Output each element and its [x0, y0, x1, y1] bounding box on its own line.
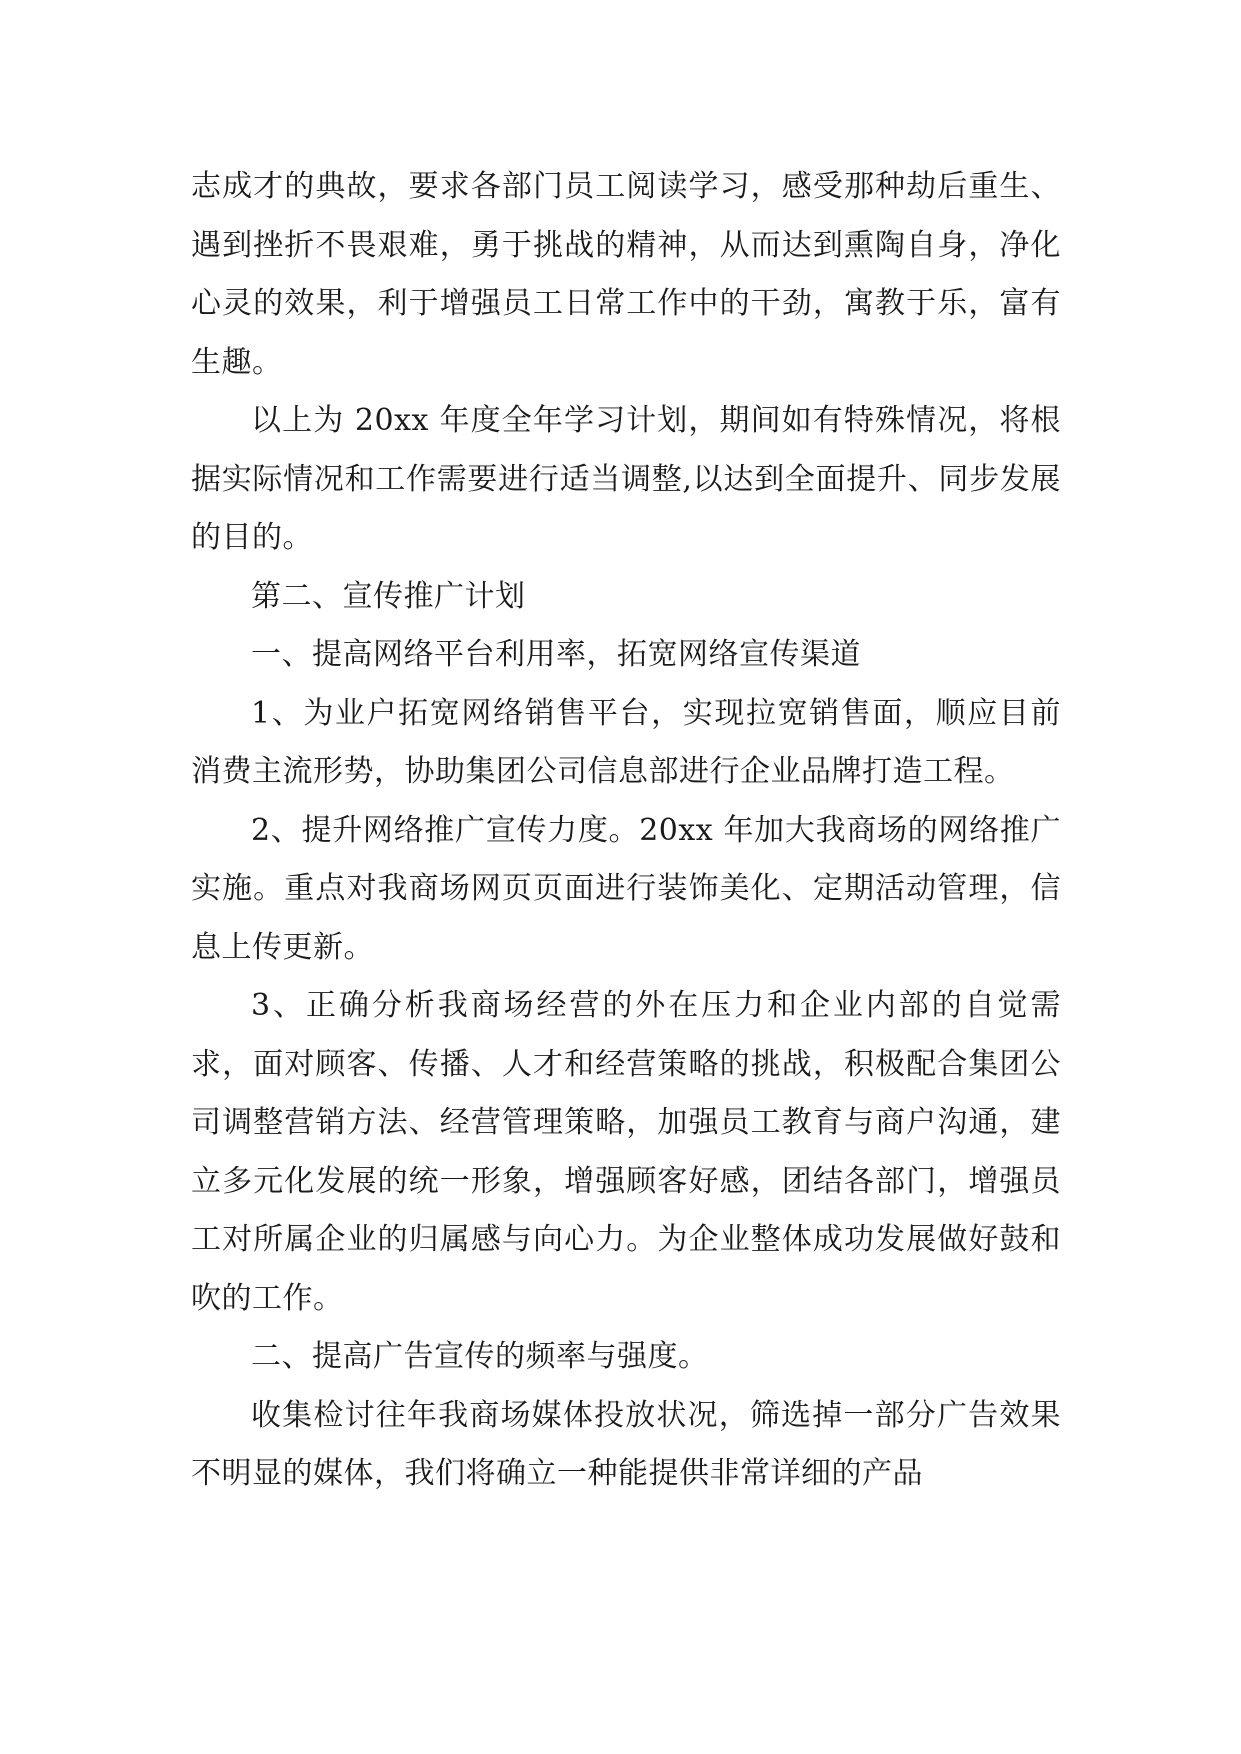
paragraph-continuation: 志成才的典故，要求各部门员工阅读学习，感受那种劫后重生、遇到挫折不畏艰难，勇于挑战的精神，从而达到熏陶自身，净化心灵的效果，利于增强员工日常工作中的干劲，寓教于乐，富有生趣。: [191, 169, 1061, 380]
document-body: [191, 158, 1061, 1504]
paragraph-study-plan-summary: 以上为 20xx 年度全年学习计划，期间如有特殊情况，将根据实际情况和工作需要进行适当调整,以达到全面提升、同步发展的目的。: [191, 403, 1061, 555]
list-item-3: 3、正确分析我商场经营的外在压力和企业内部的自觉需求，面对顾客、传播、人才和经营策略的挑战，积极配合集团公司调整营销方法、经营管理策略，加强员工教育与商户沟通，建立多元化发展的统一形象，增强顾客好感，团结各部门，增强员工对所属企业的归属感与向心力。为企业整体成功发展做好鼓和吹的工作。: [191, 988, 1061, 1316]
subheading-network-platform: 一、提高网络平台利用率，拓宽网络宣传渠道: [251, 637, 861, 672]
subheading-advertising: 二、提高广告宣传的频率与强度。: [251, 1339, 709, 1374]
paragraph-media-review: 收集检讨往年我商场媒体投放状况，筛选掉一部分广告效果不明显的媒体，我们将确立一种能提供非常详细的产品: [191, 1397, 1061, 1491]
section-heading-promotion-plan: 第二、宣传推广计划: [251, 578, 526, 614]
list-item-2: 2、提升网络推广宣传力度。20xx 年加大我商场的网络推广实施。重点对我商场网页页面进行装饰美化、定期活动管理，信息上传更新。: [191, 812, 1061, 965]
list-item-1: 1、为业户拓宽网络销售平台，实现拉宽销售面，顺应目前消费主流形势，协助集团公司信息部进行企业品牌打造工程。: [191, 695, 1061, 789]
